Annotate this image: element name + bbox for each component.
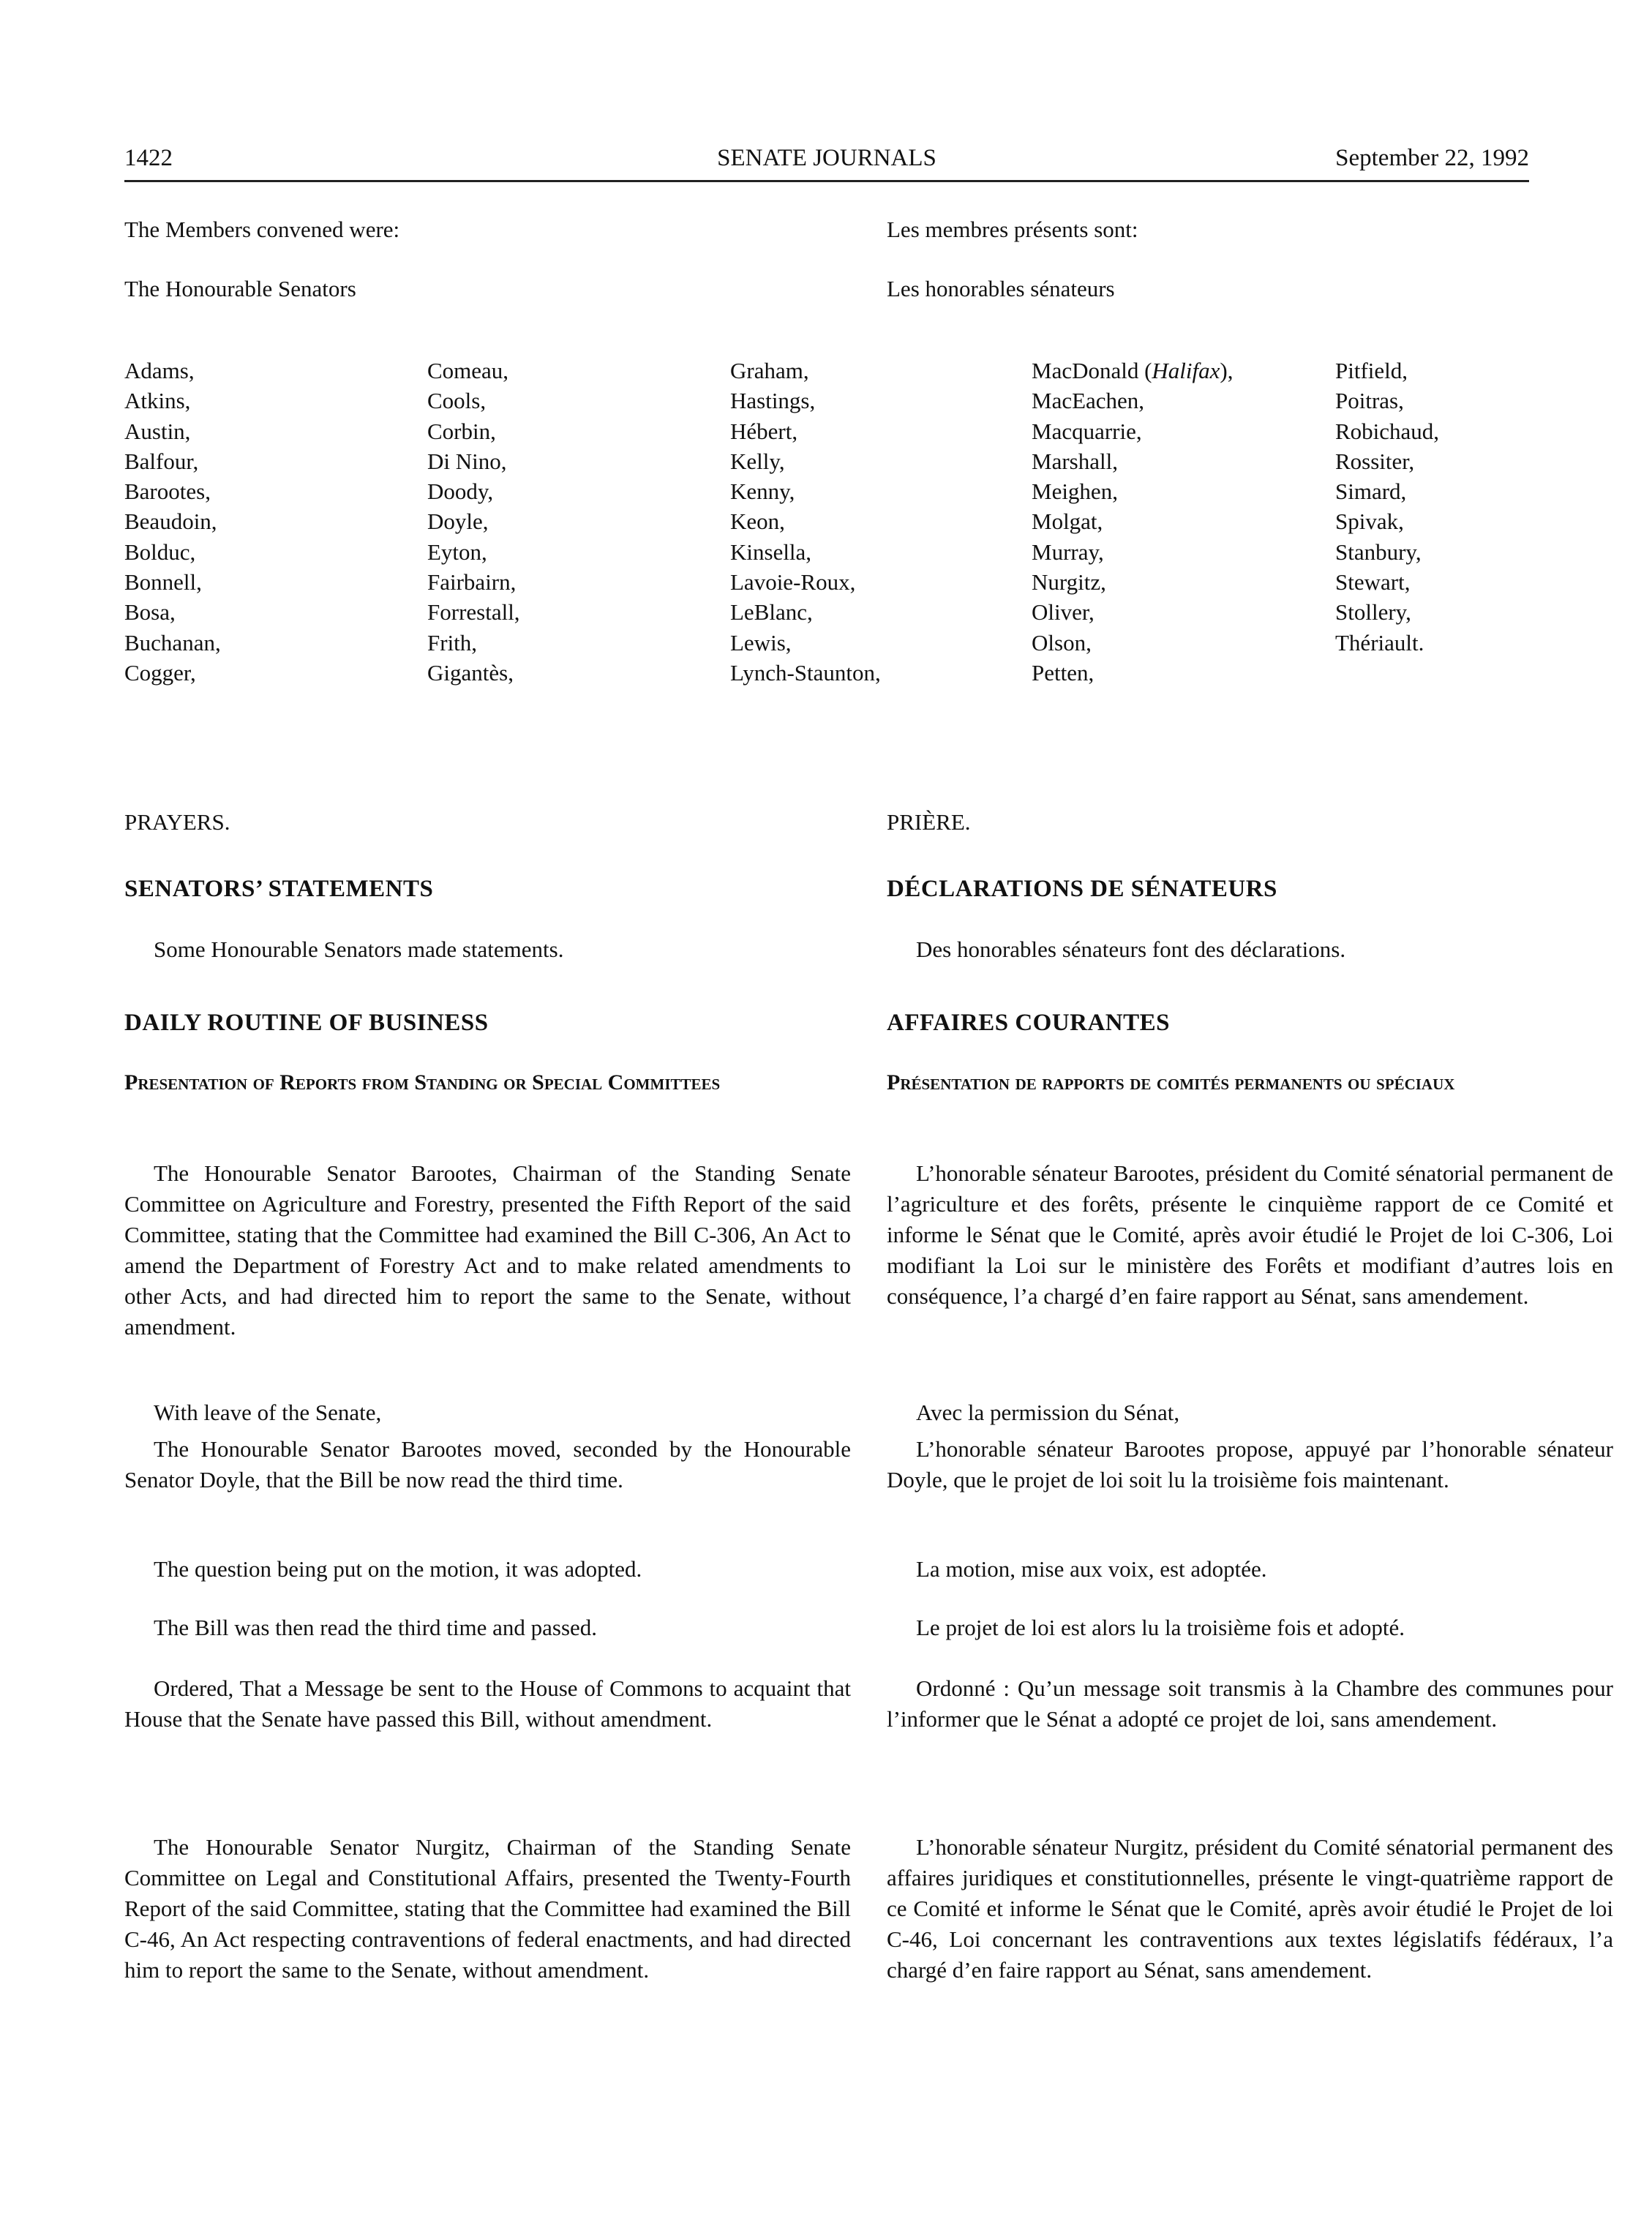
senator-name: Lavoie-Roux, <box>730 569 856 596</box>
senator-name: Comeau, <box>427 358 509 383</box>
senator-name: Molgat, <box>1032 508 1103 535</box>
senator-name: MacEachen, <box>1032 388 1145 414</box>
senator-name: Kinsella, <box>730 538 812 565</box>
senator-name: Hébert, <box>730 418 798 444</box>
senator-name: Kelly, <box>730 448 785 474</box>
running-header <box>124 143 1529 182</box>
senator-name: Keon, <box>730 508 785 535</box>
statements-text-fr: Des honorables sénateurs font des déclarations. <box>916 936 1346 962</box>
page-number: 1422 <box>124 145 173 171</box>
senator-name: Di Nino, <box>427 448 507 474</box>
senator-name: Kenny, <box>730 478 795 505</box>
statements-heading-en: SENATORS’ STATEMENTS <box>124 876 434 902</box>
senator-name: Nurgitz, <box>1032 569 1106 596</box>
senator-name: Stanbury, <box>1335 538 1422 565</box>
prayers-en: PRAYERS. <box>124 809 230 835</box>
senator-name: Lynch-Staunton, <box>730 659 881 686</box>
question-adopted-fr: La motion, mise aux voix, est adoptée. <box>916 1556 1267 1582</box>
senator-name: Murray, <box>1032 538 1104 565</box>
reports-heading-en: Presentation of Reports from Standing or Special Committees <box>124 1070 721 1094</box>
senator-name: Simard, <box>1335 478 1407 505</box>
journal-date: September 22, 1992 <box>1335 145 1529 171</box>
leave-fr: Avec la permission du Sénat, <box>916 1400 1180 1425</box>
senator-name: Thériault. <box>1335 629 1424 656</box>
senator-name: Graham, <box>730 358 809 383</box>
honourable-senators-fr: Les honorables sénateurs <box>887 276 1115 301</box>
bill-passed-en: The Bill was then read the third time and passed. <box>154 1615 598 1640</box>
report-barootes-en: The Honourable Senator Barootes, Chairman of the Standing Senate Committee on Agriculture and Forestry, presented the Fifth Report of the said Committee, stating that the Committee had examined the Bill C-306, An Act to amend the Department of Forestry Act and to make related amendments to other Acts, and had directed him to report the same to the Senate, without amendment. <box>124 1160 851 1340</box>
senator-name: Gigantès, <box>427 659 514 686</box>
senator-name: Beaudoin, <box>124 508 217 535</box>
senator-name: Forrestall, <box>427 599 520 626</box>
question-adopted-en: The question being put on the motion, it was adopted. <box>154 1556 642 1582</box>
senator-name: Poitras, <box>1335 388 1404 414</box>
report-barootes-fr: L’honorable sénateur Barootes, président du Comité sénatorial permanent de l’agriculture et des forêts, présente le cinquième rapport de ce Comité et informe le Sénat que le Comité, après avoir étudié le Projet de loi C-306, Loi modifiant la Loi sur le ministère des Forêts et modifiant d’autres lois en conséquence, l’a chargé d’en faire rapport au Sénat, sans amendement. <box>887 1160 1613 1309</box>
prayers-fr: PRIÈRE. <box>887 809 971 835</box>
senator-name: Macquarrie, <box>1032 418 1142 444</box>
statements-text-en: Some Honourable Senators made statements. <box>154 936 564 962</box>
report-nurgitz-en: The Honourable Senator Nurgitz, Chairman of the Standing Senate Committee on Legal and Constitutional Affairs, presented the Twenty-Fourth Report of the said Committee, stating that the Committee had examined the Bill C-46, An Act respecting contraventions of federal enactments, and had directed him to report the same to the Senate, without amendment. <box>124 1834 851 1983</box>
motion-moved-fr: L’honorable sénateur Barootes propose, appuyé par l’honorable sénateur Doyle, que le projet de loi soit lu la troisième fois maintenant. <box>887 1436 1613 1492</box>
senator-name: Balfour, <box>124 448 199 474</box>
senator-name: Stewart, <box>1335 569 1411 596</box>
senator-name: Fairbairn, <box>427 569 517 596</box>
senator-name: Spivak, <box>1335 508 1404 535</box>
senator-name: Frith, <box>427 629 478 656</box>
senator-names-column-1 <box>124 356 221 688</box>
routine-heading-fr: AFFAIRES COURANTES <box>887 1010 1171 1036</box>
senator-names-column-2 <box>427 356 520 688</box>
senator-name: Bonnell, <box>124 569 202 596</box>
senator-name: Rossiter, <box>1335 448 1415 474</box>
leave-en: With leave of the Senate, <box>154 1400 382 1425</box>
senator-name: Meighen, <box>1032 478 1118 505</box>
senator-name: Cools, <box>427 388 487 414</box>
senator-names-column-5 <box>1335 356 1439 658</box>
senator-name: Corbin, <box>427 418 496 444</box>
senator-name: Marshall, <box>1032 448 1118 474</box>
message-ordered-en: Ordered, That a Message be sent to the House of Commons to acquaint that House that the Senate have passed this Bill, without amendment. <box>124 1675 851 1732</box>
motion-moved-en: The Honourable Senator Barootes moved, seconded by the Honourable Senator Doyle, that the Bill be now read the third time. <box>124 1436 851 1492</box>
senator-name: Pitfield, <box>1335 358 1408 383</box>
senator-name: Robichaud, <box>1335 418 1440 444</box>
senator-names-column-3 <box>730 356 881 688</box>
senator-name: Bosa, <box>124 599 176 626</box>
senator-name: Eyton, <box>427 538 487 565</box>
senator-name: Doody, <box>427 478 494 505</box>
senator-name: Buchanan, <box>124 629 221 656</box>
bill-passed-fr: Le projet de loi est alors lu la troisième fois et adopté. <box>916 1615 1405 1640</box>
senator-name: LeBlanc, <box>730 599 813 626</box>
message-ordered-fr: Ordonné : Qu’un message soit transmis à la Chambre des communes pour l’informer que le Sénat a adopté ce projet de loi, sans amendement. <box>887 1675 1613 1732</box>
senator-name: Hastings, <box>730 388 816 414</box>
senator-name: Olson, <box>1032 629 1092 656</box>
reports-heading-fr: Présentation de rapports de comités permanents ou spéciaux <box>887 1070 1455 1094</box>
senator-name: Bolduc, <box>124 538 196 565</box>
senator-name: MacDonald (Halifax), <box>1032 358 1234 383</box>
senator-name: Atkins, <box>124 388 191 414</box>
statements-heading-fr: DÉCLARATIONS DE SÉNATEURS <box>887 876 1277 902</box>
senator-name: Cogger, <box>124 659 196 686</box>
honourable-senators-en: The Honourable Senators <box>124 276 356 301</box>
journal-title: SENATE JOURNALS <box>717 145 936 171</box>
routine-heading-en: DAILY ROUTINE OF BUSINESS <box>124 1010 489 1036</box>
senator-name: Adams, <box>124 358 195 383</box>
members-convened-en: The Members convened were: <box>124 217 400 242</box>
senator-name: Doyle, <box>427 508 489 535</box>
senator-name: Oliver, <box>1032 599 1095 626</box>
senator-name: Stollery, <box>1335 599 1411 626</box>
senator-name: Petten, <box>1032 659 1095 686</box>
senator-name: Lewis, <box>730 629 792 656</box>
senator-name: Austin, <box>124 418 191 444</box>
senator-name: Barootes, <box>124 478 211 505</box>
senator-names-column-4 <box>1032 356 1234 688</box>
report-nurgitz-fr: L’honorable sénateur Nurgitz, président du Comité sénatorial permanent des affaires juridiques et constitutionnelles, présente le vingt-quatrième rapport de ce Comité et informe le Sénat que le Comité, après avoir étudié le Projet de loi C-46, Loi concernant les contraventions aux textes législatifs fédéraux, l’a chargé d’en faire rapport au Sénat, sans amendement. <box>887 1834 1613 1983</box>
members-convened-fr: Les membres présents sont: <box>887 217 1138 242</box>
